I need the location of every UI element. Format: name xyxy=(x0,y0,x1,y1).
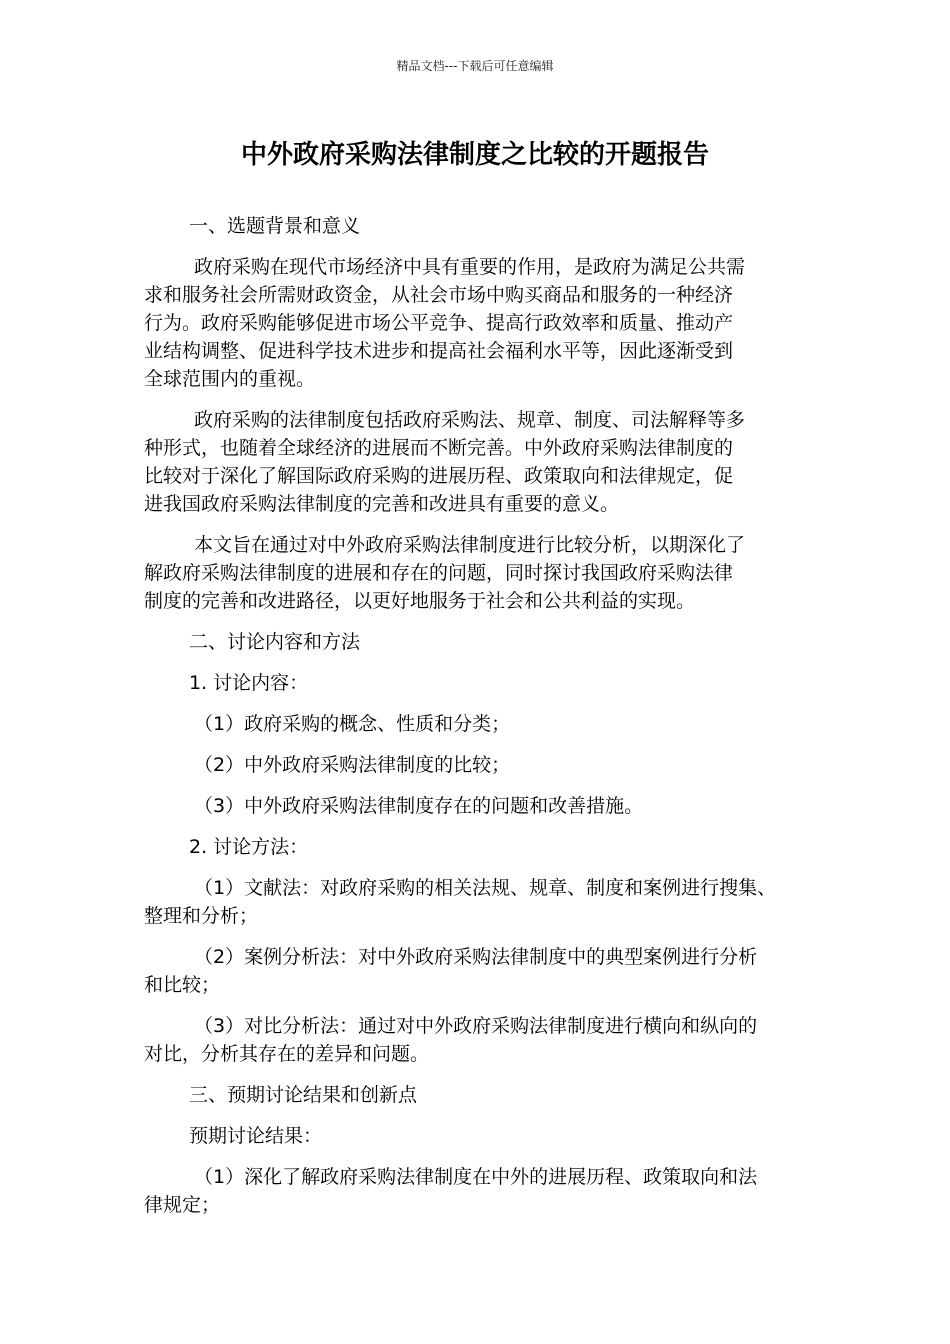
paragraph-line: 业结构调整、促进科学技术进步和提高社会福利水平等，因此逐渐受到 xyxy=(144,340,734,362)
subheading-expected-results: 预期讨论结果： xyxy=(189,1125,323,1147)
list-line: （1）政府采购的概念、性质和分类； xyxy=(194,713,511,735)
section-heading-2: 二、讨论内容和方法 xyxy=(189,631,361,653)
document-title: 中外政府采购法律制度之比较的开题报告 xyxy=(240,140,709,170)
paragraph-line: 解政府采购法律制度的进展和存在的问题，同时探讨我国政府采购法律 xyxy=(144,562,734,584)
paragraph-line: 进我国政府采购法律制度的完善和改进具有重要的意义。 xyxy=(144,493,620,515)
content-item-1 xyxy=(144,710,812,738)
document-body xyxy=(144,212,812,1232)
content-item-3 xyxy=(144,792,812,820)
section-heading-1: 一、选题背景和意义 xyxy=(189,215,361,237)
method-item-3 xyxy=(144,1012,812,1068)
list-line: （1）文献法：对政府采购的相关法规、规章、制度和案例进行搜集、 xyxy=(194,877,777,899)
list-line: 对比，分析其存在的差异和问题。 xyxy=(144,1043,430,1065)
subheading-research-content: 1. 讨论内容： xyxy=(189,672,309,694)
list-line: 和比较； xyxy=(144,974,221,996)
paragraph-line: 全球范围内的重视。 xyxy=(144,368,316,390)
list-line: （2）案例分析法：对中外政府采购法律制度中的典型案例进行分析 xyxy=(194,946,758,968)
paragraph-line: 行为。政府采购能够促进市场公平竞争、提高行政效率和质量、推动产 xyxy=(144,312,734,334)
paragraph-background-1 xyxy=(144,253,812,393)
method-item-2 xyxy=(144,943,812,999)
paragraph-background-3 xyxy=(144,531,812,615)
subheading-research-method: 2. 讨论方法： xyxy=(189,836,309,858)
paragraph-line: 制度的完善和改进路径，以更好地服务于社会和公共利益的实现。 xyxy=(144,590,696,612)
paragraph-line: 种形式，也随着全球经济的进展而不断完善。中外政府采购法律制度的 xyxy=(144,437,734,459)
list-line: （3）中外政府采购法律制度存在的问题和改善措施。 xyxy=(194,795,644,817)
content-item-2 xyxy=(144,751,812,779)
method-item-1 xyxy=(144,874,812,930)
list-line: 整理和分析； xyxy=(144,905,259,927)
paragraph-line: 求和服务社会所需财政资金，从社会市场中购买商品和服务的一种经济 xyxy=(144,284,734,306)
paragraph-line: 政府采购的法律制度包括政府采购法、规章、制度、司法解释等多 xyxy=(194,409,746,431)
list-line: 律规定； xyxy=(144,1194,221,1216)
list-line: （2）中外政府采购法律制度的比较； xyxy=(194,754,511,776)
section-heading-3: 三、预期讨论结果和创新点 xyxy=(189,1084,418,1106)
result-item-1 xyxy=(144,1163,812,1219)
paragraph-background-2 xyxy=(144,406,812,518)
header-note: 精品文档---下载后可任意编辑 xyxy=(396,59,554,73)
paragraph-line: 比较对于深化了解国际政府采购的进展历程、政策取向和法律规定，促 xyxy=(144,465,734,487)
list-line: （1）深化了解政府采购法律制度在中外的进展历程、政策取向和法 xyxy=(194,1166,758,1188)
paragraph-line: 政府采购在现代市场经济中具有重要的作用，是政府为满足公共需 xyxy=(194,256,746,278)
paragraph-line: 本文旨在通过对中外政府采购法律制度进行比较分析，以期深化了 xyxy=(194,534,746,556)
list-line: （3）对比分析法：通过对中外政府采购法律制度进行横向和纵向的 xyxy=(194,1015,758,1037)
